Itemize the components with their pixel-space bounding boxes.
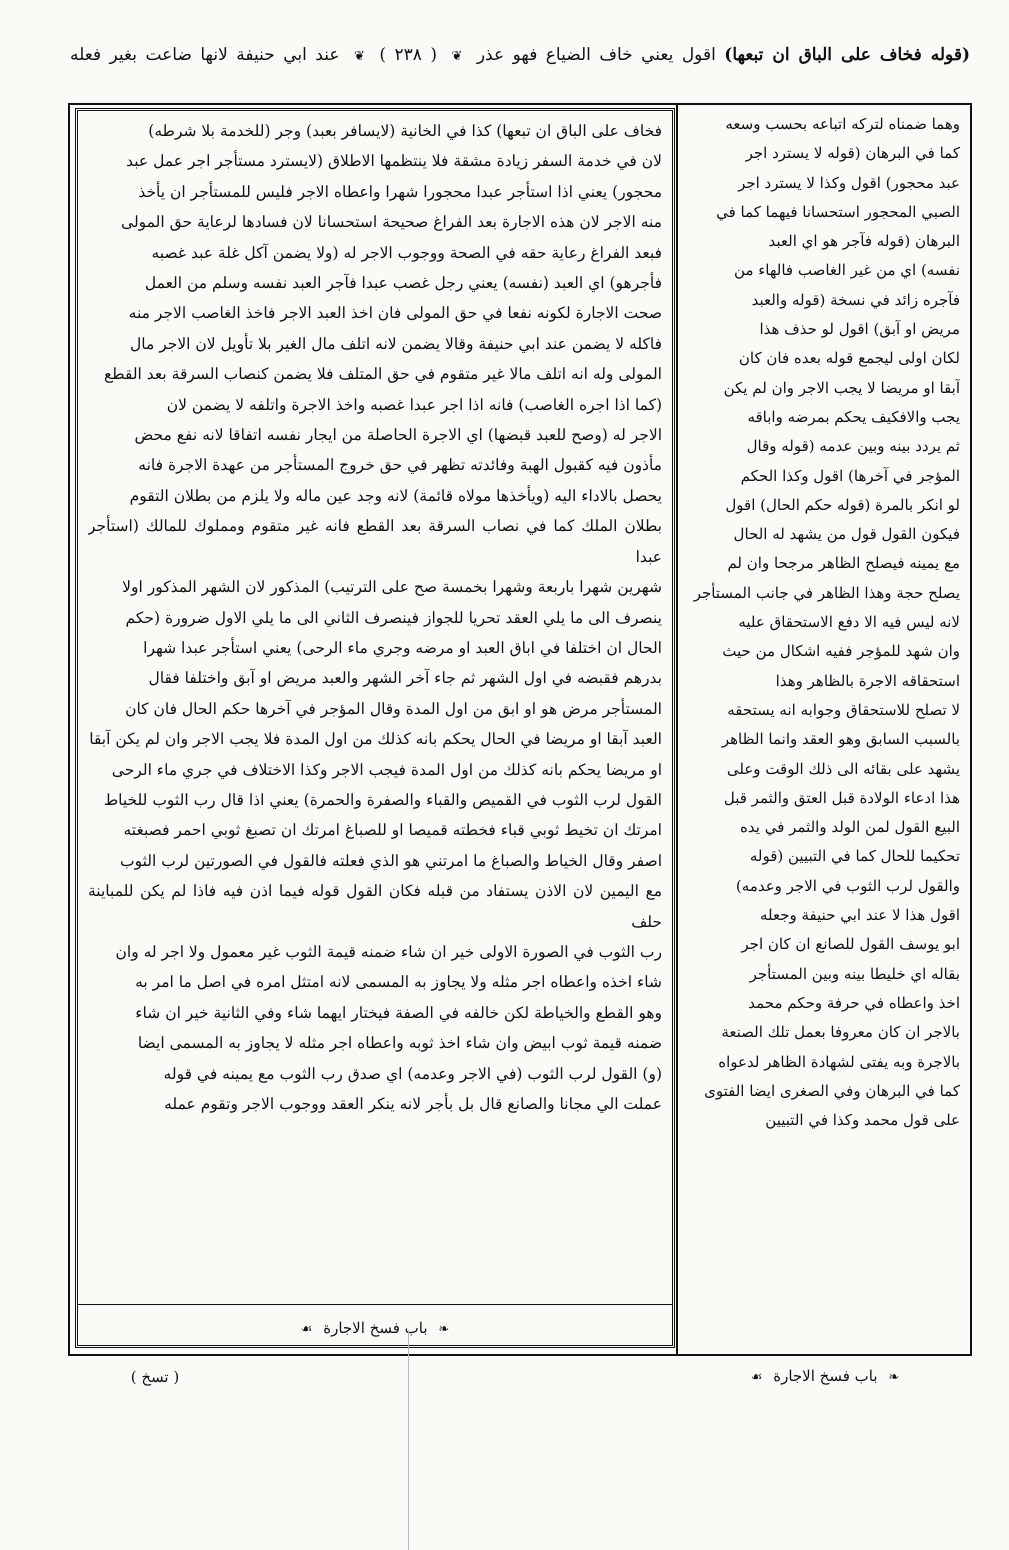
running-header xyxy=(70,40,970,104)
side-line: آبقا او مريضا لا يجب الاجر وان لم يكن xyxy=(723,378,960,397)
side-line: هذا ادعاء الولادة قبل العتق والثمر قبل xyxy=(723,788,960,807)
commentary-line: (و) القول لرب الثوب (في الاجر وعدمه) اي صدق رب الثوب مع يمينه في قوله xyxy=(163,1064,662,1083)
side-line: بقاله اي خليطا بينه وبين المستأجر xyxy=(749,964,960,983)
side-line: بالاجر ان كان معروفا بعمل تلك الصنعة xyxy=(721,1023,960,1042)
side-line: الصبي المحجور استحسانا فيهما كما في xyxy=(716,202,960,221)
commentary-line: بدرهم فقبضه في اول الشهر ثم جاء آخر الشهر والعبد مريض او آبق واختلفا فقال xyxy=(148,669,662,688)
side-line: على قول محمد وكذا في التبيين xyxy=(765,1111,960,1130)
commentary-line: ينصرف الى ما يلي العقد تحريا للجواز فينصرف الثاني الى ما يلي الاول ضرورة (حكم xyxy=(125,608,662,627)
scan-artifact-line xyxy=(408,1330,409,1550)
commentary-line: لان في خدمة السفر زيادة مشقة فلا ينتظمها الاطلاق (لايسترد مستأجر اجر عمل عبد xyxy=(126,152,662,171)
side-line: فيكون القول قول من يشهد له الحال xyxy=(733,525,960,544)
side-line: تحكيما للحال كما في التبيين (قوله xyxy=(749,847,960,866)
side-line: البرهان (قوله فآجر هو اي العبد xyxy=(768,232,960,251)
marginal-gloss xyxy=(688,110,960,1350)
side-line: بالاجرة وبه يفتى لشهادة الظاهر لدعواه xyxy=(718,1052,960,1071)
commentary-line: مع اليمين لان الاذن يستفاد من قبله فكان القول قوله فيما اذن فيه فاذا لم يكن للمباينة حلف xyxy=(88,882,662,931)
side-line: المؤجر في آخرها) اقول وكذا الحكم xyxy=(740,466,960,485)
side-line: ابو يوسف القول للصانع ان كان اجر xyxy=(741,935,960,954)
header-text-continued: عند ابي حنيفة لانها ضاعت بغير فعله xyxy=(70,45,340,65)
commentary-line: محجور) يعني اذا استأجر عبدا محجورا شهرا واعطاه الاجر فليس للمستأجر ان يأخذ xyxy=(138,182,662,201)
side-line: والقول لرب الثوب في الاجر وعدمه) xyxy=(735,876,960,895)
commentary-line: المستأجر مرض هو او ابق من اول المدة وقال المؤجر في آخرها حكم الحال فان كان xyxy=(125,699,662,718)
header-lemma: (قوله فخاف على الباق ان تبعها) xyxy=(724,45,971,65)
commentary-line: مأذون فيه كقبول الهبة وفائدته تظهر في حق خروج المستأجر من عهدة الاجرة فانه xyxy=(138,456,662,475)
side-line: فآجره زائد في نسخة (قوله والعبد xyxy=(751,290,960,309)
side-line: وهما ضمناه لتركه اتباعه بحسب وسعه xyxy=(725,115,960,133)
commentary-line: امرتك ان تخيط ثوبي قباء فخطته قميصا او للصباغ امرتك ان تصبغ ثوبي احمر فصبغته xyxy=(123,821,662,840)
commentary-line: رب الثوب في الصورة الاولى خير ان شاء ضمنه قيمة الثوب غير معمول ولا اجر له وان xyxy=(115,942,662,961)
ornament-icon: ❦ xyxy=(353,49,365,64)
side-line: البيع القول لمن الولد والثمر في يده xyxy=(740,818,960,837)
column-divider xyxy=(676,104,678,1354)
commentary-line: القول لرب الثوب في القميص والقباء والصفرة والحمرة) يعني اذا قال رب الثوب للخياط xyxy=(103,790,662,809)
commentary-line: المولى وله انه اتلف مالا غير متقوم في حق المتلف فلا يضمن كنصاب السرقة بعد القطع xyxy=(104,365,662,384)
gloss-heading-text: باب فسخ الاجارة xyxy=(773,1367,878,1385)
side-line: لكان اولى ليجمع قوله بعده فان كان xyxy=(738,349,960,368)
side-line: يجب والافكيف يحكم بمرضه واباقه xyxy=(747,407,960,426)
commentary-line: وهو القطع والخياطة لكن خالفه في الصفة فيختار ايهما شاء وفي الثانية خير ان شاء xyxy=(135,1003,662,1022)
side-line: لو انكر بالمرة (قوله حكم الحال) اقول xyxy=(725,495,960,514)
commentary-line: عملت الي مجانا والصانع قال بل بأجر لانه ينكر العقد ووجوب الاجر وتقوم عمله xyxy=(164,1095,662,1113)
commentary-line: فاكله لا يضمن عند ابي حنيفة وقالا يضمن لانه اتلف مال الغير بلا تأويل لان الاجر مال xyxy=(129,334,662,353)
commentary-line: بطلان الملك كما في نصاب السرقة بعد القطع فانه غير متقوم ومملوك للمالك (استأجر عبدا xyxy=(88,517,662,566)
side-line: اخذ واعطاه في حرفة وحكم محمد xyxy=(748,993,960,1012)
side-line: بالسبب السابق وهو العقد وانما الظاهر xyxy=(721,730,960,749)
commentary-line: (كما اذا اجره الغاصب) فانه اذا اجر عبدا غصبه واخذ الاجرة واتلفه لا يضمن لان xyxy=(166,395,662,414)
side-line: مريض او آبق) اقول لو حذف هذا xyxy=(759,320,960,339)
commentary-line: العبد آبقا او مريضا في الحال يحكم بانه كذلك من اول المدة فلا يجب الاجر وان لم يكن آبقا xyxy=(89,730,662,749)
ornament-icon: ☙ xyxy=(300,1322,313,1337)
footer-rule xyxy=(78,1304,672,1305)
side-line: كما في البرهان (قوله لا يسترد اجر xyxy=(745,144,960,163)
main-commentary xyxy=(88,116,662,1301)
side-line: اقول هذا لا عند ابي حنيفة وجعله xyxy=(759,906,960,925)
gloss-chapter-heading xyxy=(690,1358,960,1394)
commentary-line: منه الاجر لان هذه الاجارة بعد الفراغ صحيحة استحسانا لان فسادها لرعاية حق المولى xyxy=(121,213,662,232)
side-line: استحقاقه الاجرة بالظاهر وهذا xyxy=(775,671,960,690)
side-line: لانه ليس فيه الا دفع الاستحقاق عليه xyxy=(738,613,960,632)
commentary-chapter-heading xyxy=(78,1310,672,1346)
commentary-line: اصفر وقال الخياط والصباغ ما امرتني هو الذي فعلته فالقول في الصورتين لرب الثوب xyxy=(120,851,662,870)
commentary-line: او مريضا يحكم بانه كذلك من اول المدة فيجب الاجر وكذا الاختلاف في جري ماء الرحى xyxy=(111,760,662,779)
commentary-line: فخاف على الباق ان تبعها) كذا في الخانية (لايسافر بعبد) وجر (للخدمة بلا شرطه) xyxy=(148,122,662,140)
ornament-icon: ❧ xyxy=(888,1370,900,1385)
commentary-line: شاء اخذه واعطاه اجر مثله ولا يجاوز به المسمى لانه امتثل امره في اصل ما امر به xyxy=(135,973,662,992)
chapter-heading-text: باب فسخ الاجارة xyxy=(323,1319,428,1337)
side-line: ثم يردد بينه وبين عدمه (قوله وقال xyxy=(746,437,960,456)
commentary-line: ضمنه قيمة ثوب ابيض وان شاء اخذ ثوبه واعطاه اجر مثله لا يجاوز به المسمى ايضا xyxy=(137,1034,662,1053)
side-line: يصلح حجة وهذا الظاهر في جانب المستأجر xyxy=(693,583,960,602)
commentary-line: فبعد الفراغ رعاية حقه في الصحة ووجوب الاجر له (ولا يضمن آكل غلة عبد غصبه xyxy=(151,243,662,262)
commentary-line: الحال ان اختلفا في اباق العبد او مرضه وجري ماء الرحى) يعني استأجر عبدا شهرا xyxy=(143,638,662,657)
commentary-line: فأجرهو) اي العبد (نفسه) يعني رجل غصب عبدا فآجر العبد نفسه وسلم من العمل xyxy=(144,274,662,293)
ornament-icon: ❦ xyxy=(451,49,463,64)
side-line: مع يمينه فيصلح الظاهر مرجحا وان لم xyxy=(727,554,960,573)
catchword: ( تسخ ) xyxy=(130,1368,180,1386)
side-line: لا تصلح للاستحقاق وجوابه انه يستحقه xyxy=(727,700,960,719)
commentary-line: الاجر له (وصح للعبد قبضها) اي الاجرة الحاصلة من ايجار نفسه اتفاقا لانه نفع محض xyxy=(134,426,662,445)
side-line: وان شهد للمؤجر ففيه اشكال من حيث xyxy=(722,642,960,661)
side-line: يشهد على بقائه الى ذلك الوقت وعلى xyxy=(726,759,960,778)
commentary-line: يحصل بالاداء اليه (ويأخذها مولاه قائمة) لانه وجد عين ماله ولا يلزم من بطلان التقوم xyxy=(129,486,662,505)
header-text: اقول يعني خاف الضياع فهو عذر xyxy=(476,45,716,65)
page-number: ( ٢٣٨ ) xyxy=(379,45,437,65)
ornament-icon: ❧ xyxy=(438,1322,450,1337)
ornament-icon: ☙ xyxy=(750,1370,763,1385)
commentary-line: شهرين شهرا باربعة وشهرا بخمسة صح على الترتيب) المذكور لان الشهر المذكور اولا xyxy=(122,578,662,597)
side-line: نفسه) اي من غير الغاصب فالهاء من xyxy=(734,261,960,280)
side-line: كما في البرهان وفي الصغرى ايضا الفتوى xyxy=(704,1081,960,1100)
commentary-line: صحت الاجارة لكونه نفعا في حق المولى فان اخذ العبد الاجر فاخذ الغاصب الاجر منه xyxy=(128,304,662,323)
side-line: عبد محجور) اقول وكذا لا يسترد اجر xyxy=(738,173,960,192)
